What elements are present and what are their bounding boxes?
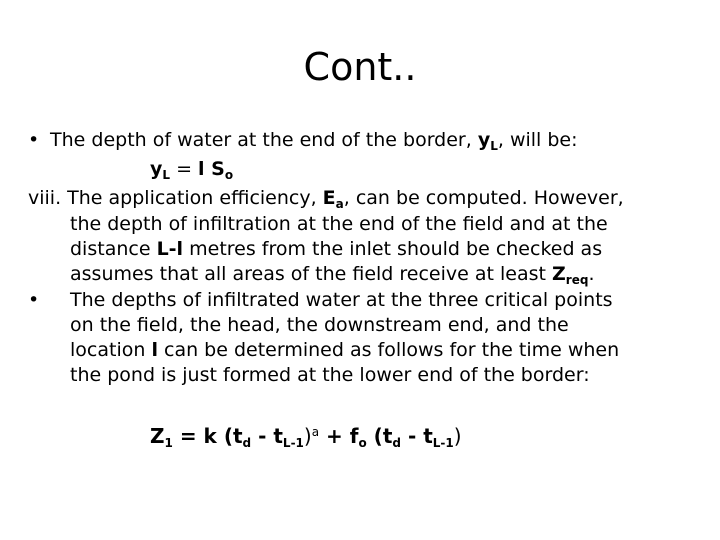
paragraph-3-line-3: location l can be determined as follows for the time when [70, 339, 620, 361]
bullet-marker: • [28, 289, 40, 311]
var-yl: $y_L$ [477, 129, 498, 153]
paragraph-3-line-4: the pond is just formed at the lower end of the border: [70, 364, 590, 386]
infiltration-equation: $Z_1 = k$ $(t_d - t_{L-1})^a + f_o$ $(t_d - t_{L-1})$ [150, 424, 462, 450]
paragraph-3-line-2: on the field, the head, the downstream end, and the [70, 314, 569, 336]
slide-title: Cont.. [303, 45, 417, 89]
paragraph-viii-line-1: viii. The application efficiency, $E_a$, can be computed. However, [28, 187, 624, 211]
paragraph-viii-line-3: distance L-l metres from the inlet should be checked as [70, 238, 603, 260]
var-ea: $E_a$ [322, 187, 344, 211]
bullet-marker: • [28, 129, 40, 151]
formula-yl: $y_L = l$ $S_o$ [150, 158, 234, 182]
paragraph-1-line: The depth of water at the end of the border, $y_L$, will be: [50, 129, 578, 153]
paragraph-viii-line-4: assumes that all areas of the field receive at least $Z_{req}$. [70, 263, 595, 287]
paragraph-3-line-1: The depths of infiltrated water at the three critical points [70, 289, 613, 311]
var-zreq: $Z_{req}$ [552, 263, 589, 287]
paragraph-viii-line-2: the depth of infiltration at the end of the field and at the [70, 213, 608, 235]
